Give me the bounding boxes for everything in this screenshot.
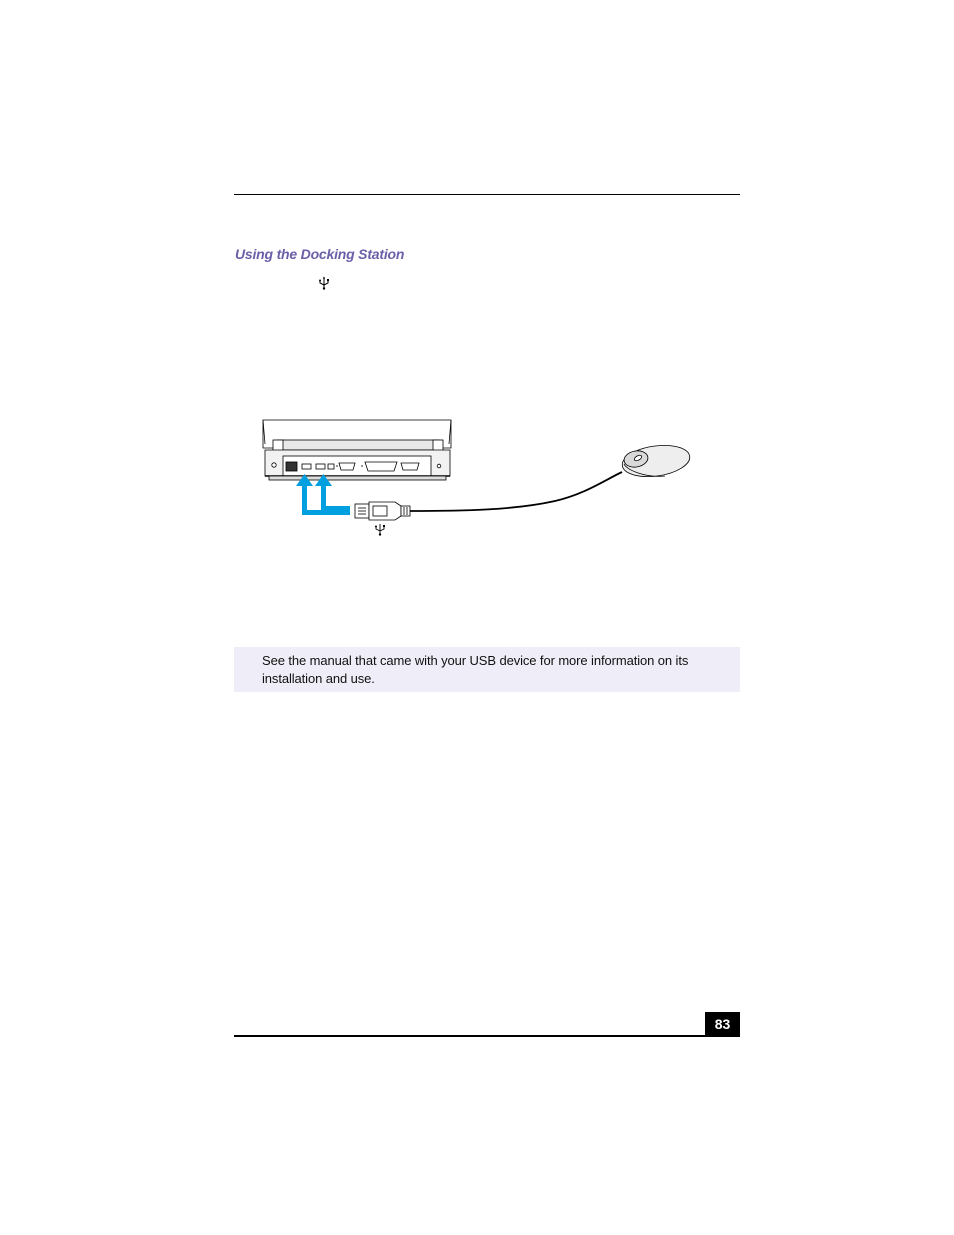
docking-station bbox=[263, 420, 451, 480]
mouse bbox=[620, 441, 692, 480]
page-number: 83 bbox=[714, 1016, 731, 1032]
usb-plug bbox=[355, 502, 410, 520]
usb-icon bbox=[317, 276, 331, 290]
top-rule bbox=[234, 194, 740, 195]
usb-mouse-connection-diagram bbox=[255, 410, 705, 550]
usb-icon bbox=[375, 524, 385, 536]
page-number-box bbox=[705, 1012, 740, 1036]
bottom-rule bbox=[234, 1035, 740, 1037]
note-box bbox=[234, 647, 740, 692]
section-title: Using the Docking Station bbox=[235, 246, 405, 262]
note-text: See the manual that came with your USB device for more information on its installation and use. bbox=[262, 653, 689, 686]
